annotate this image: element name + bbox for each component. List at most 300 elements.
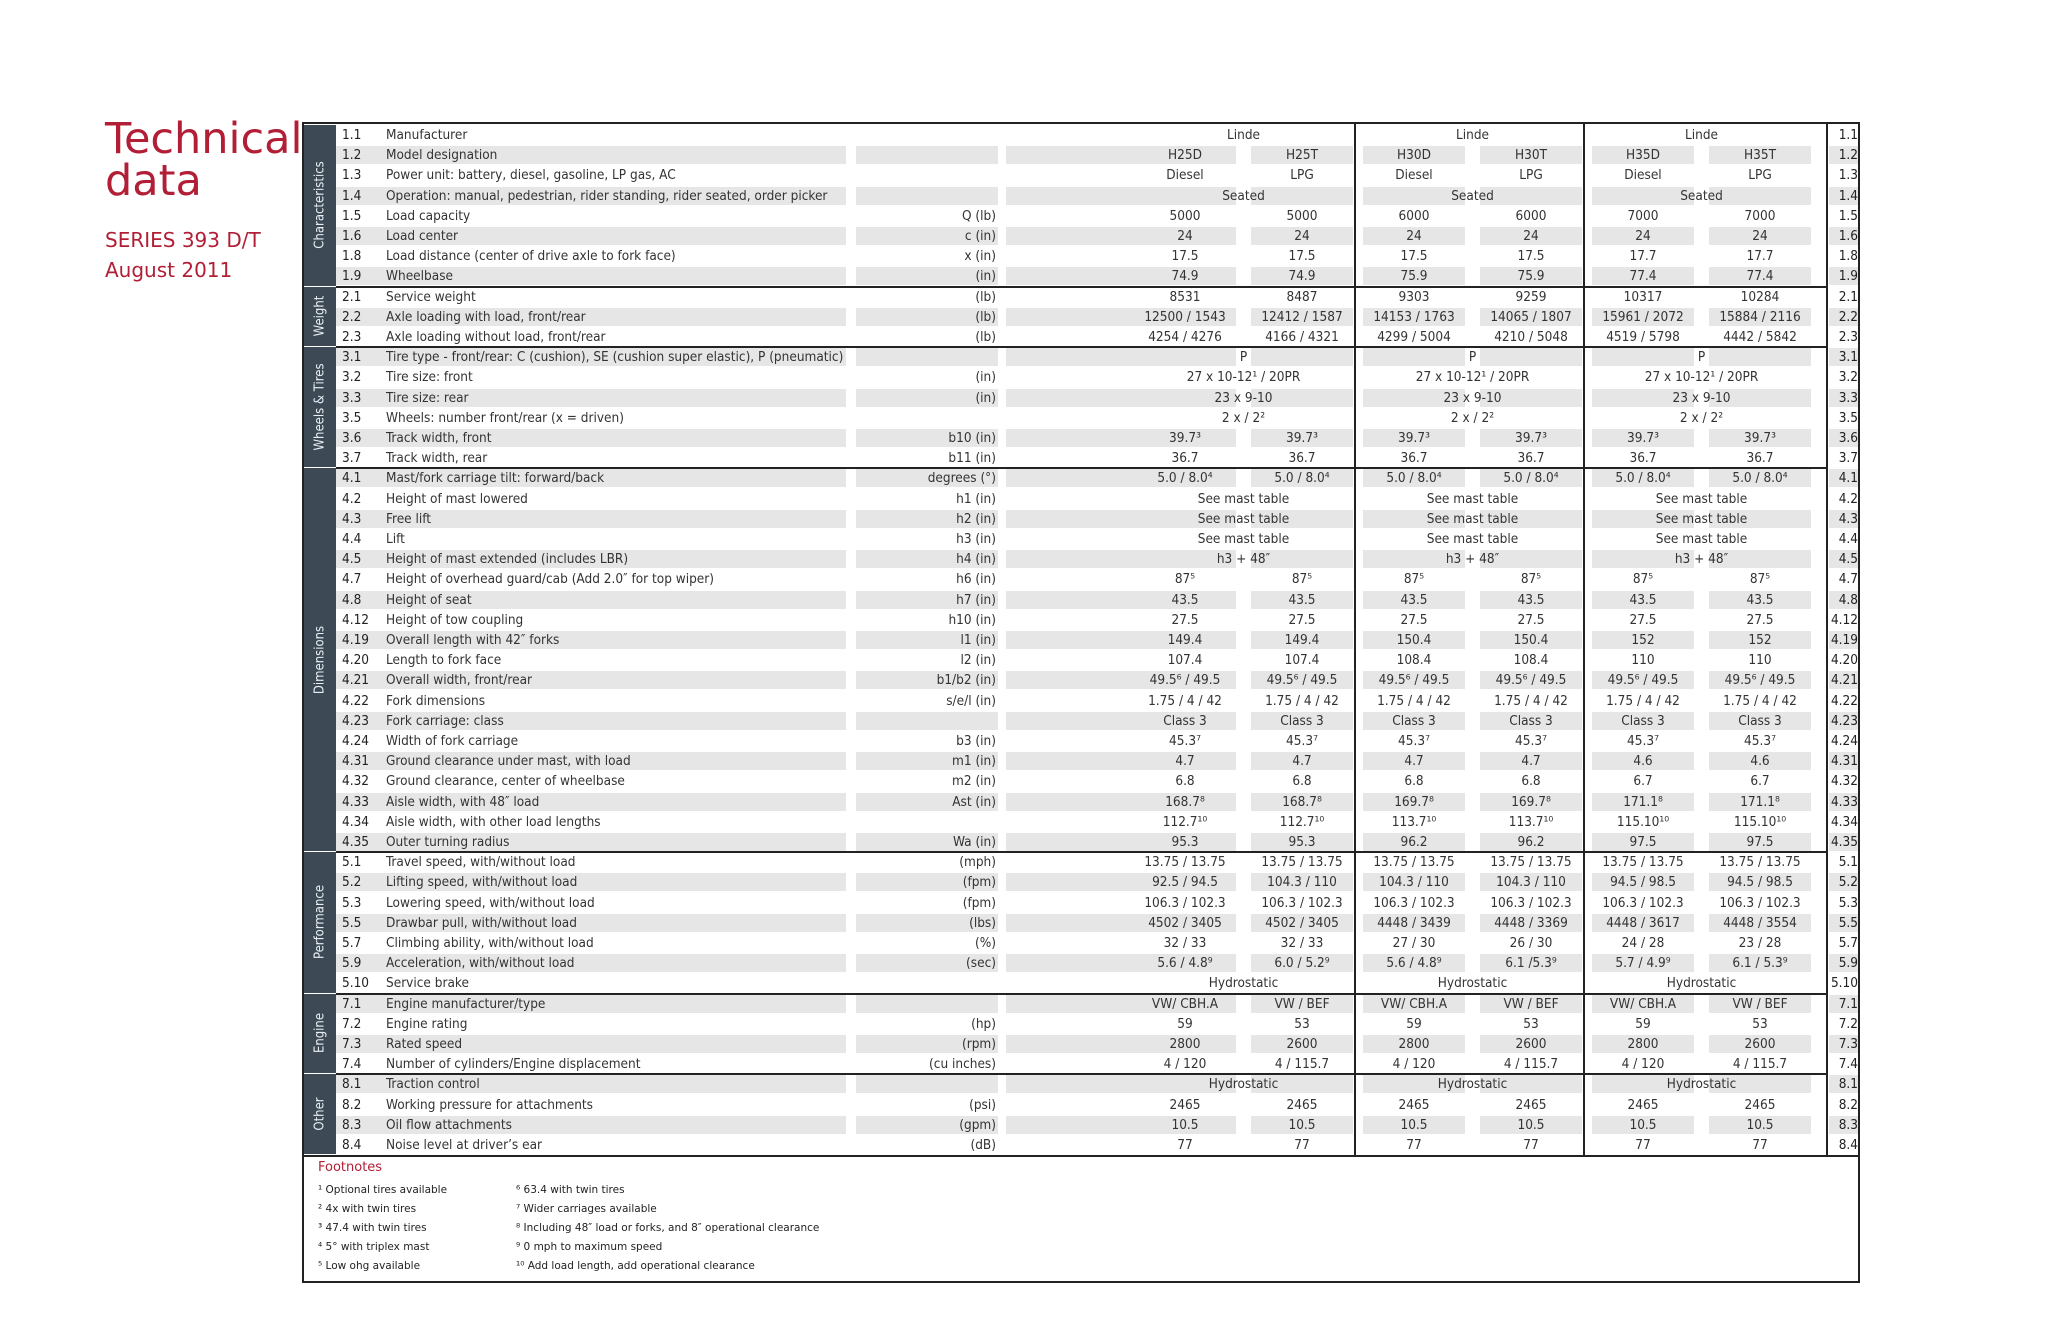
value-cell: 106.3 / 102.3 bbox=[1719, 894, 1801, 911]
value-cell: 39.7³ bbox=[1515, 430, 1547, 446]
table-row bbox=[336, 125, 1858, 145]
value-cell: 74.9 bbox=[1171, 268, 1199, 285]
value-cell: Class 3 bbox=[1280, 712, 1324, 729]
row-unit: (in) bbox=[975, 369, 996, 386]
value-cell: 104.3 / 110 bbox=[1267, 874, 1337, 891]
value-cell: 2465 bbox=[1627, 1096, 1659, 1113]
value-cell: 13.75 / 13.75 bbox=[1490, 854, 1572, 871]
row-number-right: 4.35 bbox=[1830, 834, 1858, 850]
value-cell: 4 / 115.7 bbox=[1503, 1056, 1559, 1073]
table-row bbox=[336, 186, 1858, 206]
row-number-right: 2.2 bbox=[1838, 308, 1858, 325]
value-cell: LPG bbox=[1519, 167, 1543, 184]
row-number: 5.3 bbox=[342, 894, 362, 911]
table-row bbox=[336, 711, 1858, 731]
value-cell: 36.7 bbox=[1629, 450, 1657, 467]
row-label: Fork dimensions bbox=[386, 692, 486, 709]
row-number: 1.6 bbox=[342, 228, 362, 244]
value-cell: 4 / 120 bbox=[1392, 1056, 1436, 1073]
value-cell: Seated bbox=[1222, 187, 1265, 204]
value-cell: 36.7 bbox=[1400, 450, 1428, 467]
value-cell: Class 3 bbox=[1738, 712, 1782, 729]
value-cell: 1.75 / 4 / 42 bbox=[1494, 692, 1568, 709]
row-number-right: 4.12 bbox=[1830, 611, 1858, 628]
table-row bbox=[336, 569, 1858, 589]
value-cell: 87⁵ bbox=[1749, 571, 1771, 588]
table-row bbox=[336, 994, 1858, 1014]
row-unit bbox=[856, 973, 996, 993]
value-cell: 77 bbox=[1635, 1137, 1651, 1153]
value-cell: 94.5 / 98.5 bbox=[1610, 874, 1676, 891]
row-label: Engine rating bbox=[386, 1015, 468, 1032]
row-number: 3.3 bbox=[342, 389, 362, 406]
row-number-right: 7.2 bbox=[1838, 1015, 1858, 1032]
row-number-right: 4.7 bbox=[1838, 571, 1858, 588]
table-row bbox=[336, 307, 1858, 327]
table-row bbox=[336, 852, 1858, 872]
footnote: ⁵ Low ohg available bbox=[318, 1260, 421, 1272]
value-cell: VW/ CBH.A bbox=[1380, 995, 1448, 1012]
row-unit: h1 (in) bbox=[956, 490, 996, 507]
row-number-right: 3.5 bbox=[1838, 409, 1858, 426]
table-row bbox=[336, 731, 1858, 751]
value-cell: 39.7³ bbox=[1398, 430, 1430, 446]
value-cell: 4254 / 4276 bbox=[1148, 329, 1222, 345]
footnote: ¹ Optional tires available bbox=[318, 1184, 448, 1196]
row-unit: Wa (in) bbox=[953, 834, 996, 850]
row-unit: (lb) bbox=[975, 288, 996, 305]
value-cell: Hydrostatic bbox=[1208, 1076, 1279, 1093]
value-cell: VW / BEF bbox=[1732, 995, 1788, 1012]
title-line-2: data bbox=[105, 156, 202, 206]
row-label: Number of cylinders/Engine displacement bbox=[386, 1056, 641, 1073]
row-unit: b3 (in) bbox=[956, 733, 996, 749]
value-cell: Linde bbox=[1455, 127, 1490, 143]
row-unit: (in) bbox=[975, 268, 996, 285]
value-cell: 53 bbox=[1752, 1015, 1768, 1032]
value-cell: Diesel bbox=[1624, 167, 1662, 184]
row-number-right: 8.2 bbox=[1838, 1096, 1858, 1113]
row-number: 4.5 bbox=[342, 551, 362, 568]
row-unit bbox=[856, 145, 996, 165]
row-unit: m1 (in) bbox=[952, 753, 996, 770]
row-label: Tire type - front/rear: C (cushion), SE (cushion super elastic), P (pneumatic) bbox=[386, 349, 844, 366]
value-cell: 17.5 bbox=[1171, 248, 1199, 265]
value-cell: 169.7⁸ bbox=[1394, 793, 1434, 810]
row-number: 4.2 bbox=[342, 490, 362, 507]
value-cell: 39.7³ bbox=[1627, 430, 1659, 446]
value-cell: See mast table bbox=[1426, 531, 1519, 547]
value-cell: 45.3⁷ bbox=[1627, 733, 1659, 749]
value-cell: 168.7⁸ bbox=[1282, 793, 1322, 810]
value-cell: 74.9 bbox=[1288, 268, 1316, 285]
table-bottom-rule bbox=[304, 1155, 1860, 1157]
value-cell: 2 x / 2² bbox=[1679, 409, 1724, 426]
value-cell: 2600 bbox=[1286, 1036, 1318, 1052]
footnote: ³ 47.4 with twin tires bbox=[318, 1222, 427, 1234]
row-label: Engine manufacturer/type bbox=[386, 995, 546, 1012]
row-label: Service brake bbox=[386, 975, 469, 992]
value-cell: 39.7³ bbox=[1169, 430, 1201, 446]
value-cell: 5.6 / 4.8⁹ bbox=[1157, 955, 1213, 972]
footnote: ² 4x with twin tires bbox=[318, 1203, 417, 1215]
value-cell: 4519 / 5798 bbox=[1606, 329, 1680, 345]
row-label: Fork carriage: class bbox=[386, 712, 504, 729]
value-cell: 1.75 / 4 / 42 bbox=[1377, 692, 1451, 709]
value-cell: 8487 bbox=[1286, 288, 1318, 305]
value-cell: 4448 / 3617 bbox=[1606, 914, 1680, 931]
value-cell: 4 / 115.7 bbox=[1732, 1056, 1788, 1073]
row-label: Acceleration, with/without load bbox=[386, 955, 575, 972]
section-label-weight bbox=[304, 287, 336, 347]
row-label: Oil flow attachments bbox=[386, 1116, 512, 1133]
row-number: 1.8 bbox=[342, 248, 362, 265]
row-number: 4.1 bbox=[342, 470, 362, 487]
section-divider bbox=[336, 851, 1828, 853]
row-number-right: 1.4 bbox=[1838, 187, 1858, 204]
row-number-right: 7.4 bbox=[1838, 1056, 1858, 1073]
row-label: Travel speed, with/without load bbox=[386, 854, 576, 871]
row-unit: h4 (in) bbox=[956, 551, 996, 568]
value-cell: h3 + 48″ bbox=[1445, 551, 1500, 568]
value-cell: 87⁵ bbox=[1403, 571, 1425, 588]
row-number-right: 4.32 bbox=[1830, 773, 1858, 790]
value-cell: 27 x 10-12¹ / 20PR bbox=[1644, 369, 1759, 386]
value-cell: 1.75 / 4 / 42 bbox=[1148, 692, 1222, 709]
row-number-right: 4.2 bbox=[1838, 490, 1858, 507]
section-label-text: Wheels & Tires bbox=[312, 363, 328, 451]
row-label: Climbing ability, with/without load bbox=[386, 935, 594, 951]
table-row bbox=[336, 266, 1858, 286]
row-label: Load center bbox=[386, 228, 459, 244]
value-cell: 13.75 / 13.75 bbox=[1719, 854, 1801, 871]
row-label: Tire size: front bbox=[386, 369, 473, 386]
section-label-characteristics bbox=[304, 125, 336, 286]
value-cell: 45.3⁷ bbox=[1515, 733, 1547, 749]
model-group-divider bbox=[1354, 124, 1356, 1155]
value-cell: 97.5 bbox=[1629, 834, 1657, 850]
title-line-1: Technical bbox=[105, 114, 303, 164]
row-unit bbox=[856, 186, 996, 206]
value-cell: 23 x 9-10 bbox=[1214, 389, 1273, 406]
value-cell: 6.8 bbox=[1521, 773, 1541, 790]
value-cell: 23 / 28 bbox=[1738, 935, 1782, 951]
value-cell: 53 bbox=[1294, 1015, 1310, 1032]
row-number-right: 4.5 bbox=[1838, 551, 1858, 568]
table-row bbox=[336, 953, 1858, 973]
section-label-text: Performance bbox=[312, 885, 328, 960]
row-number-right: 4.8 bbox=[1838, 591, 1858, 608]
section-label-dimensions bbox=[304, 468, 336, 851]
value-cell: LPG bbox=[1290, 167, 1314, 184]
table-row bbox=[336, 206, 1858, 226]
value-cell: 39.7³ bbox=[1744, 430, 1776, 446]
row-unit: (fpm) bbox=[962, 894, 996, 911]
value-cell: 45.3⁷ bbox=[1169, 733, 1201, 749]
row-unit: x (in) bbox=[964, 248, 996, 265]
value-cell: See mast table bbox=[1197, 531, 1290, 547]
value-cell: 4 / 120 bbox=[1163, 1056, 1207, 1073]
value-cell: 10.5 bbox=[1171, 1116, 1199, 1133]
value-cell: 45.3⁷ bbox=[1398, 733, 1430, 749]
footnote: ¹⁰ Add load length, add operational clearance bbox=[516, 1260, 755, 1272]
table-row bbox=[336, 792, 1858, 812]
row-number-right: 3.3 bbox=[1838, 389, 1858, 406]
value-cell: 5.0 / 8.0⁴ bbox=[1615, 470, 1671, 487]
value-cell: 112.7¹⁰ bbox=[1162, 813, 1208, 830]
footnotes-heading: Footnotes bbox=[318, 1160, 383, 1175]
row-label: Traction control bbox=[386, 1076, 480, 1093]
value-cell: 6.8 bbox=[1175, 773, 1195, 790]
section-divider bbox=[336, 286, 1828, 288]
table-row bbox=[336, 1054, 1858, 1074]
value-cell: See mast table bbox=[1655, 510, 1748, 527]
row-number-right: 8.3 bbox=[1838, 1116, 1858, 1133]
value-cell: H25D bbox=[1168, 147, 1202, 164]
table-row bbox=[336, 751, 1858, 771]
value-cell: 32 / 33 bbox=[1163, 935, 1207, 951]
row-number: 7.2 bbox=[342, 1015, 362, 1032]
table-row bbox=[336, 529, 1858, 549]
row-number-right: 4.21 bbox=[1830, 672, 1858, 689]
value-cell: 4 / 115.7 bbox=[1274, 1056, 1330, 1073]
value-cell: 5.7 / 4.9⁹ bbox=[1615, 955, 1671, 972]
row-number-right: 1.2 bbox=[1838, 147, 1858, 164]
value-cell: 110 bbox=[1748, 652, 1772, 669]
value-cell: 6.1 / 5.3⁹ bbox=[1732, 955, 1788, 972]
value-cell: 110 bbox=[1631, 652, 1655, 669]
row-unit bbox=[856, 994, 996, 1014]
value-cell: 27.5 bbox=[1171, 611, 1199, 628]
row-number-right: 4.23 bbox=[1830, 712, 1858, 729]
value-cell: 49.5⁶ / 49.5 bbox=[1378, 672, 1450, 689]
value-cell: 4.6 bbox=[1633, 753, 1653, 770]
value-cell: 13.75 / 13.75 bbox=[1373, 854, 1455, 871]
value-cell: Diesel bbox=[1395, 167, 1433, 184]
value-cell: 152 bbox=[1748, 632, 1772, 648]
value-cell: 13.75 / 13.75 bbox=[1261, 854, 1343, 871]
row-label: Rated speed bbox=[386, 1036, 463, 1052]
row-number-right: 4.4 bbox=[1838, 531, 1858, 547]
value-cell: 5.0 / 8.0⁴ bbox=[1157, 470, 1213, 487]
row-number-right: 1.5 bbox=[1838, 207, 1858, 224]
value-cell: 4.7 bbox=[1175, 753, 1195, 770]
row-number: 4.23 bbox=[342, 712, 370, 729]
section-divider bbox=[336, 1073, 1828, 1075]
value-cell: 115.10¹⁰ bbox=[1733, 813, 1787, 830]
row-unit: (sec) bbox=[966, 955, 996, 972]
row-label: Wheels: number front/rear (x = driven) bbox=[386, 409, 624, 426]
value-cell: Class 3 bbox=[1392, 712, 1436, 729]
value-cell: 87⁵ bbox=[1174, 571, 1196, 588]
value-cell: 43.5 bbox=[1288, 591, 1316, 608]
row-number-right: 5.5 bbox=[1838, 914, 1858, 931]
value-cell: 9303 bbox=[1398, 288, 1430, 305]
row-number-right: 5.2 bbox=[1838, 874, 1858, 891]
table-row bbox=[336, 468, 1858, 488]
value-cell: 5.6 / 4.8⁹ bbox=[1386, 955, 1442, 972]
row-number-right: 4.1 bbox=[1838, 470, 1858, 487]
row-label: Height of overhead guard/cab (Add 2.0″ for top wiper) bbox=[386, 571, 715, 588]
value-cell: 87⁵ bbox=[1520, 571, 1542, 588]
section-label-text: Other bbox=[312, 1097, 328, 1131]
footnote: ⁴ 5° with triplex mast bbox=[318, 1241, 430, 1253]
table-row bbox=[336, 327, 1858, 347]
value-cell: 95.3 bbox=[1171, 834, 1199, 850]
value-cell: 6.8 bbox=[1292, 773, 1312, 790]
value-cell: 5.0 / 8.0⁴ bbox=[1732, 470, 1788, 487]
value-cell: 77.4 bbox=[1629, 268, 1657, 285]
table-row bbox=[336, 630, 1858, 650]
value-cell: 7000 bbox=[1627, 207, 1659, 224]
value-cell: 36.7 bbox=[1517, 450, 1545, 467]
value-cell: See mast table bbox=[1655, 490, 1748, 507]
row-label: Manufacturer bbox=[386, 127, 468, 143]
value-cell: 106.3 / 102.3 bbox=[1602, 894, 1684, 911]
value-cell: VW/ CBH.A bbox=[1609, 995, 1677, 1012]
table-row bbox=[336, 388, 1858, 408]
value-cell: 96.2 bbox=[1517, 834, 1545, 850]
value-cell: 115.10¹⁰ bbox=[1616, 813, 1670, 830]
value-cell: H35D bbox=[1626, 147, 1660, 164]
row-label: Service weight bbox=[386, 288, 476, 305]
date-label: August 2011 bbox=[105, 258, 233, 282]
value-cell: 17.5 bbox=[1400, 248, 1428, 265]
row-unit: (lb) bbox=[975, 329, 996, 345]
value-cell: 24 bbox=[1635, 228, 1651, 244]
row-number: 4.35 bbox=[342, 834, 370, 850]
value-cell: 106.3 / 102.3 bbox=[1373, 894, 1455, 911]
table-row bbox=[336, 832, 1858, 852]
value-cell: 104.3 / 110 bbox=[1379, 874, 1449, 891]
value-cell: 49.5⁶ / 49.5 bbox=[1266, 672, 1338, 689]
row-unit: m2 (in) bbox=[952, 773, 996, 790]
row-number: 4.12 bbox=[342, 611, 370, 628]
value-cell: VW/ CBH.A bbox=[1151, 995, 1219, 1012]
row-unit: Q (lb) bbox=[962, 207, 996, 224]
row-number: 3.5 bbox=[342, 409, 362, 426]
value-cell: 17.5 bbox=[1288, 248, 1316, 265]
value-cell: 4448 / 3369 bbox=[1494, 914, 1568, 931]
row-number: 4.31 bbox=[342, 753, 370, 770]
value-cell: H30D bbox=[1397, 147, 1431, 164]
row-unit: b1/b2 (in) bbox=[936, 672, 996, 689]
value-cell: 152 bbox=[1631, 632, 1655, 648]
value-cell: 2800 bbox=[1169, 1036, 1201, 1052]
row-unit: (gpm) bbox=[959, 1116, 996, 1133]
row-number-right: 3.1 bbox=[1838, 349, 1858, 366]
value-cell: 17.7 bbox=[1746, 248, 1774, 265]
value-cell: Class 3 bbox=[1621, 712, 1665, 729]
value-cell: See mast table bbox=[1655, 531, 1748, 547]
row-number: 1.4 bbox=[342, 187, 362, 204]
footnotes-column-1 bbox=[318, 1181, 447, 1276]
value-cell: 15884 / 2116 bbox=[1719, 308, 1801, 325]
value-cell: 45.3⁷ bbox=[1286, 733, 1318, 749]
value-cell: 10.5 bbox=[1517, 1116, 1545, 1133]
row-unit bbox=[856, 347, 996, 367]
row-unit: (hp) bbox=[971, 1015, 996, 1032]
row-number: 4.19 bbox=[342, 632, 370, 648]
value-cell: 13.75 / 13.75 bbox=[1144, 854, 1226, 871]
value-cell: 4448 / 3439 bbox=[1377, 914, 1451, 931]
row-number-right: 8.1 bbox=[1838, 1076, 1858, 1093]
value-cell: 24 bbox=[1177, 228, 1193, 244]
row-label: Free lift bbox=[386, 510, 432, 527]
value-cell: P bbox=[1697, 349, 1706, 366]
value-cell: 10317 bbox=[1623, 288, 1663, 305]
row-number-right: 3.7 bbox=[1838, 450, 1858, 467]
row-label: Overall length with 42″ forks bbox=[386, 632, 560, 648]
series-label: SERIES 393 D/T bbox=[105, 228, 261, 252]
row-label: Aisle width, with 48″ load bbox=[386, 793, 540, 810]
section-label-text: Dimensions bbox=[312, 625, 328, 694]
row-unit: h7 (in) bbox=[956, 591, 996, 608]
value-cell: 4448 / 3554 bbox=[1723, 914, 1797, 931]
value-cell: 27 x 10-12¹ / 20PR bbox=[1415, 369, 1530, 386]
value-cell: 12412 / 1587 bbox=[1261, 308, 1343, 325]
table-row bbox=[336, 1074, 1858, 1094]
footnote: ⁸ Including 48″ load or forks, and 8″ operational clearance bbox=[516, 1222, 820, 1234]
value-cell: 27 x 10-12¹ / 20PR bbox=[1186, 369, 1301, 386]
value-cell: 24 / 28 bbox=[1621, 935, 1665, 951]
value-cell: 6000 bbox=[1515, 207, 1547, 224]
value-cell: Seated bbox=[1451, 187, 1494, 204]
value-cell: 5.0 / 8.0⁴ bbox=[1503, 470, 1559, 487]
value-cell: Linde bbox=[1684, 127, 1719, 143]
value-cell: 24 bbox=[1523, 228, 1539, 244]
value-cell: 6.7 bbox=[1750, 773, 1770, 790]
row-label: Length to fork face bbox=[386, 652, 502, 669]
row-label: Height of seat bbox=[386, 591, 472, 608]
row-number-right: 4.19 bbox=[1830, 632, 1858, 648]
table-row bbox=[336, 448, 1858, 468]
value-cell: 9259 bbox=[1515, 288, 1547, 305]
value-cell: H25T bbox=[1285, 147, 1318, 164]
value-cell: 5.0 / 8.0⁴ bbox=[1386, 470, 1442, 487]
row-unit: (%) bbox=[974, 935, 996, 951]
page-title bbox=[105, 114, 303, 206]
table-row bbox=[336, 489, 1858, 509]
row-number-right: 8.4 bbox=[1838, 1137, 1858, 1153]
table-row bbox=[336, 287, 1858, 307]
value-cell: 2465 bbox=[1515, 1096, 1547, 1113]
row-unit: (cu inches) bbox=[929, 1056, 996, 1073]
row-number: 7.4 bbox=[342, 1056, 362, 1073]
section-label-text: Engine bbox=[312, 1013, 328, 1054]
section-label-engine bbox=[304, 994, 336, 1074]
value-cell: 24 bbox=[1406, 228, 1422, 244]
right-number-divider bbox=[1826, 124, 1828, 1155]
value-cell: 4166 / 4321 bbox=[1265, 329, 1339, 345]
value-cell: 169.7⁸ bbox=[1511, 793, 1551, 810]
row-number: 2.3 bbox=[342, 329, 362, 345]
section-divider bbox=[336, 346, 1828, 348]
row-number-right: 5.7 bbox=[1838, 935, 1858, 951]
row-label: Overall width, front/rear bbox=[386, 672, 532, 689]
value-cell: 27.5 bbox=[1517, 611, 1545, 628]
row-number-right: 4.33 bbox=[1830, 793, 1858, 810]
row-unit: l2 (in) bbox=[960, 652, 996, 669]
value-cell: 75.9 bbox=[1400, 268, 1428, 285]
value-cell: 92.5 / 94.5 bbox=[1152, 874, 1218, 891]
value-cell: 4 / 120 bbox=[1621, 1056, 1665, 1073]
value-cell: 96.2 bbox=[1400, 834, 1428, 850]
value-cell: 24 bbox=[1294, 228, 1310, 244]
value-cell: 27.5 bbox=[1400, 611, 1428, 628]
row-unit bbox=[856, 1074, 996, 1094]
value-cell: 27.5 bbox=[1629, 611, 1657, 628]
